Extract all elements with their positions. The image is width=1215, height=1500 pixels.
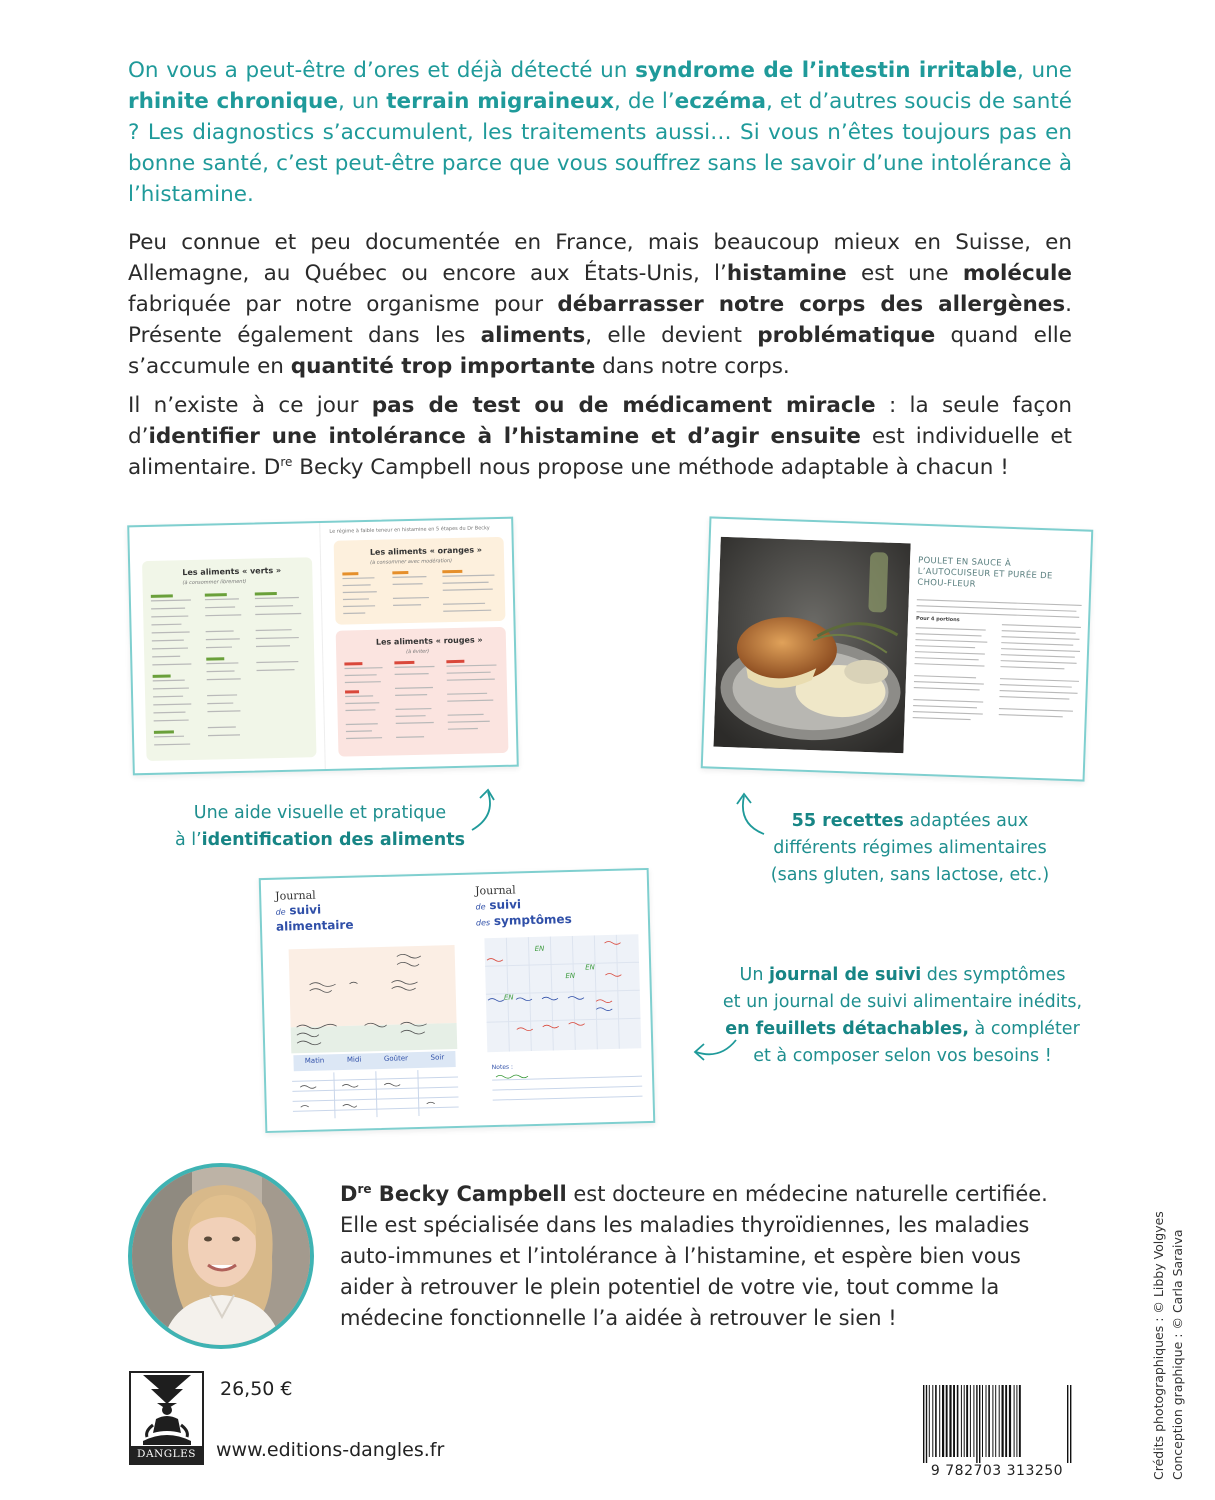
caption-recipes: 55 recettes adaptées aux différents régimes alimentaires (sans gluten, sans lactose, etc.): [770, 811, 1050, 885]
barcode-bar: [939, 1385, 940, 1457]
meditating-figure-icon: [131, 1373, 202, 1446]
credits: [1149, 1200, 1185, 1480]
barcode-bar: [961, 1385, 962, 1457]
symptom-mark-3: EN: [585, 963, 595, 972]
symptom-notes-label: Notes :: [491, 1063, 514, 1072]
barcode-bar: [979, 1385, 980, 1463]
food-journal-title: Journal de suivi alimentaire: [275, 888, 354, 934]
method-paragraph: Il n’existe à ce jour pas de test ou de médicament miracle : la seule façon d’identifier une intolérance à l’histamine et d’agir ensuite est individuelle et alimentaire. Dre Becky Campbell nous propose une méthode adaptable à chacun !: [128, 393, 1072, 480]
barcode-bar: [999, 1385, 1000, 1457]
barcode-bar: [1009, 1385, 1011, 1457]
curved-arrow-icon: [730, 790, 770, 840]
author-bio: Dre Becky Campbell est docteure en médecine naturelle certifiée. Elle est spécialisée dans les maladies thyroïdiennes, les maladies auto-immunes et l’intolérance à l’histamine, et espère bien vous aider à retrouver le plein potentiel de votre vie, tout comme la médecine fonctionnelle l’a aidée à retrouver le sien !: [340, 1182, 1048, 1330]
barcode-bar: [1067, 1385, 1068, 1463]
meal-rows: [292, 1069, 459, 1123]
recipe-ingredients-label: Pour 4 portions: [915, 615, 960, 624]
barcode-bar: [949, 1385, 951, 1457]
barcode-bar: [929, 1385, 930, 1457]
recipe-title: POULET EN SAUCE À L’AUTOCUISEUR ET PURÉE DE CHOU-FLEUR: [917, 555, 1053, 590]
curved-arrow-icon: [466, 786, 506, 836]
barcode-bar: [926, 1385, 927, 1463]
barcode-bar: [923, 1385, 924, 1463]
barcode-bar: [966, 1385, 968, 1457]
meal-col-noon: Midi: [346, 1055, 362, 1064]
food-journal-handwriting: [289, 945, 462, 1057]
orange-foods-subtitle: (à consommer avec modération): [370, 558, 453, 566]
green-foods-box: [142, 557, 316, 761]
caption-journals: Un journal de suivi des symptômes et un journal de suivi alimentaire inédits, en feuillets détachables, à compléter et à composer selon vos besoins !: [722, 965, 1083, 1066]
green-foods-subtitle: (à consommer librement): [182, 578, 247, 587]
recipe-text-lines: [912, 596, 1087, 742]
design-credit: Conception graphique : © Carla Saraiva: [1170, 1229, 1185, 1480]
publisher-logo-word: DANGLES: [131, 1446, 202, 1463]
barcode-bar: [1070, 1385, 1071, 1463]
histamine-paragraph: Peu connue et peu documentée en France, mais beaucoup mieux en Suisse, en Allemagne, au Québec ou encore aux États-Unis, l’histamine est une molécule fabriquée par notre organisme pour débarrasser notre corps des allergènes. Présente également dans les aliments, elle devient problématique quand elle s’accumule en quantité trop importante dans notre corps.: [128, 230, 1073, 379]
red-foods-list-lines: [336, 627, 509, 757]
barcode-bar: [1005, 1385, 1007, 1457]
isbn-number: 9 782703 313250: [930, 1463, 1064, 1479]
symptom-mark-1: EN: [534, 944, 545, 953]
curved-arrow-icon: [690, 1030, 740, 1066]
meal-col-evening: Soir: [430, 1053, 445, 1062]
spread-header: Le régime à faible teneur en histamine en 5 étapes du Dr Becky: [329, 525, 490, 535]
orange-foods-list-lines: [334, 537, 506, 625]
photo-credit: Crédits photographiques : © Libby Volgyes: [1151, 1211, 1166, 1480]
barcode-bar: [976, 1385, 977, 1463]
symptom-mark-4: EN: [503, 993, 514, 1002]
barcode: [921, 1385, 1073, 1463]
intro-paragraph: On vous a peut-être d’ores et déjà détecté un syndrome de l’intestin irritable, une rhinite chronique, un terrain migraineux, de l’eczéma, et d’autres soucis de santé ? Les diagnostics s’accumulent, les traitements aussi… Si vous n’êtes toujours pas en bonne santé, c’est peut-être parce que vous souffrez sans le savoir d’une intolérance à l’histamine.: [128, 58, 1072, 207]
symptom-journal-title: Journal de suivi des symptômes: [474, 883, 572, 929]
barcode-bar: [942, 1385, 944, 1457]
green-foods-title: Les aliments « verts »: [182, 565, 282, 578]
red-foods-title: Les aliments « rouges »: [375, 635, 483, 647]
barcode-bar: [986, 1385, 987, 1457]
meal-col-snack: Goûter: [383, 1054, 409, 1063]
recipe-photo: [713, 537, 910, 754]
barcode-bar: [988, 1385, 990, 1457]
green-foods-list-lines: [142, 557, 316, 761]
barcode-bar: [992, 1385, 993, 1457]
barcode-bar: [973, 1385, 974, 1457]
barcode-bar: [1002, 1385, 1004, 1457]
barcode-bar: [1016, 1385, 1017, 1457]
journal-spread: [259, 868, 656, 1133]
barcode-bar: [932, 1385, 933, 1457]
page-gutter: [319, 523, 326, 769]
barcode-bar: [970, 1385, 971, 1457]
barcode-bar: [957, 1385, 959, 1457]
barcode-bar: [964, 1385, 965, 1457]
publisher-logo: [129, 1371, 204, 1465]
author-portrait: [128, 1163, 314, 1349]
barcode-bar: [1019, 1385, 1021, 1457]
barcode-bar: [982, 1385, 983, 1457]
recipe-spread: [701, 516, 1094, 781]
author-photo: [132, 1167, 310, 1345]
barcode-bar: [935, 1385, 937, 1457]
meal-col-morning: Matin: [304, 1056, 325, 1066]
symptom-notes-lines: [492, 1068, 643, 1112]
red-foods-box: [336, 627, 509, 757]
orange-foods-title: Les aliments « oranges »: [369, 545, 483, 557]
food-list-spread: [127, 517, 519, 776]
barcode-bar: [946, 1385, 948, 1457]
barcode-bar: [1014, 1385, 1015, 1457]
price: 26,50 €: [220, 1378, 293, 1400]
publisher-website: www.editions-dangles.fr: [216, 1439, 445, 1461]
caption-food-identification: Une aide visuelle et pratique à l’identification des aliments: [174, 803, 466, 850]
red-foods-subtitle: (à éviter): [406, 648, 430, 656]
symptom-mark-2: EN: [565, 971, 576, 981]
orange-foods-box: [334, 537, 506, 625]
barcode-bar: [953, 1385, 955, 1457]
barcode-bar: [995, 1385, 996, 1457]
